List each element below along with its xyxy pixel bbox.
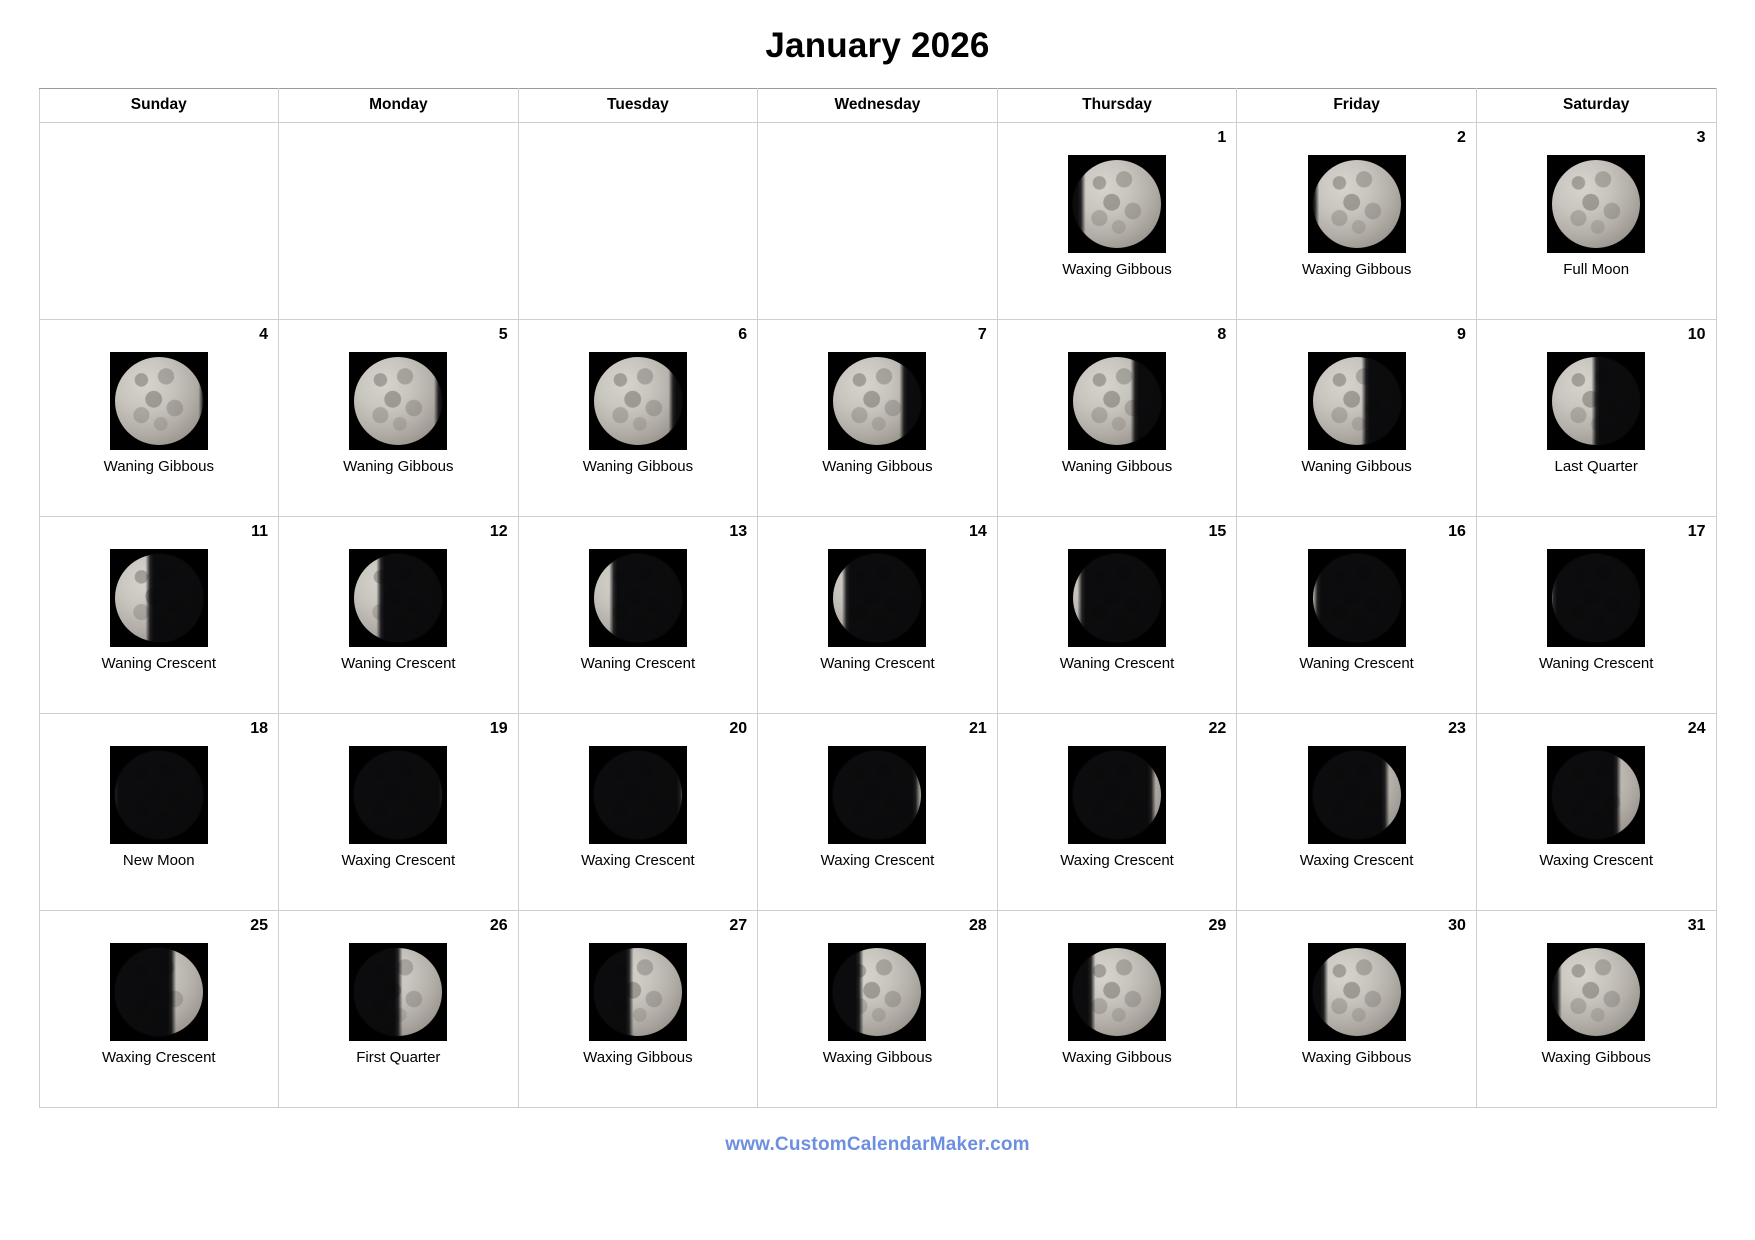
day-cell-content (519, 714, 758, 910)
moon-phase-icon (1308, 352, 1406, 450)
moon-disc (115, 554, 203, 642)
moon-phase-icon (589, 746, 687, 844)
calendar-day-cell[interactable] (1476, 320, 1716, 517)
calendar-empty-cell (39, 123, 279, 320)
calendar-day-cell[interactable] (1476, 911, 1716, 1108)
moon-phase-label: Waning Crescent (341, 655, 456, 672)
calendar-day-cell[interactable] (279, 517, 519, 714)
moon-disc (594, 751, 682, 839)
weekday-header-friday: Friday (1237, 89, 1477, 123)
page-title: January 2026 (765, 26, 990, 65)
day-cell-content (1237, 714, 1476, 910)
moon-phase-icon (1068, 746, 1166, 844)
calendar-day-cell[interactable] (758, 320, 998, 517)
day-cell-content (758, 517, 997, 713)
moon-phase-label: Waxing Crescent (581, 852, 695, 869)
moon-phase-label: First Quarter (356, 1049, 441, 1066)
weekday-header-tuesday: Tuesday (518, 89, 758, 123)
calendar-day-cell[interactable] (1237, 123, 1477, 320)
moon-phase-icon (110, 549, 208, 647)
day-cell-content (758, 911, 997, 1107)
day-cell-content (758, 320, 997, 516)
moon-phase-icon (1068, 549, 1166, 647)
moon-disc (1313, 948, 1401, 1036)
day-cell-content (998, 714, 1237, 910)
day-number: 24 (1687, 720, 1706, 737)
day-cell-content (40, 517, 279, 713)
moon-disc (115, 357, 203, 445)
moon-disc (1073, 357, 1161, 445)
moon-disc (594, 357, 682, 445)
weekday-header-wednesday: Wednesday (758, 89, 998, 123)
weekday-header-sunday: Sunday (39, 89, 279, 123)
moon-phase-icon (1308, 746, 1406, 844)
moon-phase-label: Waxing Gibbous (1062, 1049, 1172, 1066)
day-number: 15 (1208, 523, 1227, 540)
day-cell-content (758, 714, 997, 910)
calendar-day-cell[interactable] (1476, 123, 1716, 320)
day-cell-content (279, 320, 518, 516)
moon-phase-icon (1547, 352, 1645, 450)
moon-phase-icon (828, 549, 926, 647)
moon-phase-label: Waxing Crescent (1299, 852, 1414, 869)
moon-disc (833, 357, 921, 445)
day-cell-content (998, 911, 1237, 1107)
moon-phase-label: New Moon (122, 852, 195, 869)
day-number: 13 (729, 523, 748, 540)
moon-phase-icon (349, 746, 447, 844)
moon-disc (354, 554, 442, 642)
moon-phase-label: Waning Crescent (101, 655, 217, 672)
moon-phase-label: Waxing Crescent (341, 852, 456, 869)
day-cell-content (998, 517, 1237, 713)
moon-disc (594, 554, 682, 642)
day-cell-content (279, 911, 518, 1107)
moon-phase-icon (828, 746, 926, 844)
moon-disc (1313, 554, 1401, 642)
calendar-day-cell[interactable] (39, 517, 279, 714)
moon-phase-label: Last Quarter (1554, 458, 1638, 475)
day-number: 12 (489, 523, 508, 540)
moon-phase-icon (589, 352, 687, 450)
calendar-day-cell[interactable] (1237, 911, 1477, 1108)
moon-phase-label: Waning Gibbous (343, 458, 454, 475)
day-number: 5 (498, 326, 508, 343)
moon-disc (115, 948, 203, 1036)
moon-phase-label: Waning Crescent (580, 655, 696, 672)
day-cell-content (758, 123, 997, 319)
day-number: 20 (729, 720, 748, 737)
moon-phase-label: Waning Gibbous (582, 458, 694, 475)
calendar-container (39, 88, 1717, 1108)
calendar-day-cell[interactable] (997, 714, 1237, 911)
moon-disc (354, 357, 442, 445)
calendar-day-cell[interactable] (1237, 320, 1477, 517)
day-cell-content (1237, 911, 1476, 1107)
weekday-header-thursday: Thursday (997, 89, 1237, 123)
moon-phase-calendar (39, 88, 1717, 1108)
moon-phase-icon (1547, 549, 1645, 647)
moon-phase-label: Waxing Gibbous (1062, 261, 1172, 278)
moon-phase-icon (589, 943, 687, 1041)
day-cell-content (998, 123, 1237, 319)
day-number: 21 (968, 720, 987, 737)
day-number: 8 (1217, 326, 1227, 343)
calendar-day-cell[interactable] (518, 911, 758, 1108)
calendar-week-row (39, 517, 1716, 714)
calendar-empty-cell (279, 123, 519, 320)
calendar-day-cell[interactable] (758, 911, 998, 1108)
moon-phase-icon (828, 943, 926, 1041)
day-cell-content (1477, 320, 1716, 516)
moon-phase-label: Waxing Gibbous (822, 1049, 933, 1066)
day-number: 26 (489, 917, 508, 934)
day-cell-content (40, 123, 279, 319)
moon-phase-label: Waxing Gibbous (1301, 261, 1412, 278)
moon-disc (354, 751, 442, 839)
calendar-day-cell[interactable] (997, 517, 1237, 714)
calendar-week-row (39, 714, 1716, 911)
moon-disc (594, 948, 682, 1036)
calendar-day-cell[interactable] (518, 320, 758, 517)
moon-phase-icon (110, 943, 208, 1041)
day-number: 17 (1687, 523, 1706, 540)
moon-phase-label: Waning Gibbous (103, 458, 214, 475)
moon-phase-icon (1308, 549, 1406, 647)
moon-disc (1073, 554, 1161, 642)
moon-phase-label: Waning Crescent (1059, 655, 1175, 672)
calendar-empty-cell (758, 123, 998, 320)
day-number: 2 (1456, 129, 1466, 146)
day-cell-content (1477, 123, 1716, 319)
day-cell-content (279, 123, 518, 319)
day-number: 18 (250, 720, 269, 737)
moon-phase-label: Waxing Gibbous (583, 1049, 693, 1066)
moon-phase-label: Waning Crescent (1299, 655, 1414, 672)
moon-disc (1313, 357, 1401, 445)
day-cell-content (40, 714, 279, 910)
moon-disc (833, 948, 921, 1036)
calendar-day-cell[interactable] (758, 517, 998, 714)
moon-phase-label: Waning Gibbous (822, 458, 933, 475)
calendar-day-cell[interactable] (39, 714, 279, 911)
moon-phase-icon (349, 549, 447, 647)
moon-phase-label: Waning Crescent (820, 655, 935, 672)
calendar-day-cell[interactable] (997, 911, 1237, 1108)
calendar-day-cell[interactable] (1237, 714, 1477, 911)
moon-disc (115, 751, 203, 839)
calendar-day-cell[interactable] (997, 123, 1237, 320)
calendar-day-cell[interactable] (39, 911, 279, 1108)
moon-phase-icon (1308, 943, 1406, 1041)
day-number: 25 (250, 917, 269, 934)
site-credit[interactable] (0, 1134, 1755, 1156)
day-cell-content (1237, 123, 1476, 319)
moon-disc (1552, 948, 1640, 1036)
moon-phase-icon (1547, 155, 1645, 253)
calendar-day-cell[interactable] (758, 714, 998, 911)
moon-phase-label: Waxing Crescent (1539, 852, 1654, 869)
moon-disc (1073, 948, 1161, 1036)
calendar-day-cell[interactable] (39, 320, 279, 517)
moon-phase-icon (110, 352, 208, 450)
day-cell-content (1237, 320, 1476, 516)
weekday-header-row (39, 89, 1716, 123)
day-number: 11 (251, 523, 269, 540)
moon-disc (1073, 160, 1161, 248)
moon-disc (1552, 554, 1640, 642)
day-number: 3 (1696, 129, 1706, 146)
moon-phase-icon (1068, 943, 1166, 1041)
day-number: 30 (1448, 917, 1466, 934)
moon-phase-icon (1547, 943, 1645, 1041)
moon-disc (1313, 751, 1401, 839)
calendar-day-cell[interactable] (279, 714, 519, 911)
moon-phase-label: Waning Gibbous (1301, 458, 1412, 475)
day-number: 29 (1208, 917, 1227, 934)
moon-disc (833, 751, 921, 839)
calendar-week-row (39, 320, 1716, 517)
day-cell-content (1477, 911, 1716, 1107)
day-number: 14 (968, 523, 987, 540)
moon-phase-label: Waxing Crescent (1060, 852, 1174, 869)
calendar-day-cell[interactable] (1476, 517, 1716, 714)
moon-disc (1552, 160, 1640, 248)
day-cell-content (519, 123, 758, 319)
day-cell-content (998, 320, 1237, 516)
day-number: 10 (1687, 326, 1706, 343)
moon-disc (1552, 751, 1640, 839)
moon-disc (1073, 751, 1161, 839)
day-number: 16 (1448, 523, 1466, 540)
site-credit-label: www.CustomCalendarMaker.com (725, 1134, 1030, 1155)
moon-phase-icon (828, 352, 926, 450)
moon-disc (833, 554, 921, 642)
moon-phase-icon (589, 549, 687, 647)
day-number: 9 (1456, 326, 1466, 343)
calendar-day-cell[interactable] (997, 320, 1237, 517)
moon-phase-label: Full Moon (1563, 261, 1630, 278)
moon-phase-icon (1068, 155, 1166, 253)
day-number: 4 (259, 326, 269, 343)
moon-phase-label: Waxing Gibbous (1301, 1049, 1412, 1066)
moon-phase-label: Waxing Crescent (101, 1049, 216, 1066)
day-number: 7 (977, 326, 987, 343)
day-cell-content (519, 911, 758, 1107)
day-number: 1 (1217, 129, 1227, 146)
weekday-header-monday: Monday (279, 89, 519, 123)
day-cell-content (1477, 517, 1716, 713)
day-cell-content (519, 517, 758, 713)
day-number: 31 (1687, 917, 1706, 934)
moon-phase-icon (1547, 746, 1645, 844)
moon-phase-icon (349, 352, 447, 450)
day-cell-content (1477, 714, 1716, 910)
moon-phase-label: Waxing Gibbous (1541, 1049, 1651, 1066)
day-number: 28 (968, 917, 987, 934)
calendar-header (39, 89, 1716, 123)
moon-disc (1552, 357, 1640, 445)
weekday-header-saturday: Saturday (1476, 89, 1716, 123)
day-number: 23 (1448, 720, 1466, 737)
calendar-day-cell[interactable] (1237, 517, 1477, 714)
moon-disc (354, 948, 442, 1036)
day-cell-content (40, 911, 279, 1107)
moon-disc (1313, 160, 1401, 248)
day-cell-content (279, 714, 518, 910)
calendar-day-cell[interactable] (279, 911, 519, 1108)
moon-phase-icon (1068, 352, 1166, 450)
day-cell-content (279, 517, 518, 713)
day-number: 6 (738, 326, 748, 343)
calendar-day-cell[interactable] (518, 714, 758, 911)
moon-phase-icon (349, 943, 447, 1041)
day-number: 22 (1208, 720, 1227, 737)
day-cell-content (519, 320, 758, 516)
calendar-empty-cell (518, 123, 758, 320)
moon-phase-label: Waning Gibbous (1061, 458, 1173, 475)
day-number: 19 (489, 720, 508, 737)
calendar-body (39, 123, 1716, 1108)
calendar-day-cell[interactable] (518, 517, 758, 714)
day-cell-content (40, 320, 279, 516)
moon-phase-icon (110, 746, 208, 844)
calendar-week-row (39, 123, 1716, 320)
moon-phase-label: Waxing Crescent (820, 852, 935, 869)
day-number: 27 (729, 917, 748, 934)
moon-phase-icon (1308, 155, 1406, 253)
day-cell-content (1237, 517, 1476, 713)
calendar-day-cell[interactable] (279, 320, 519, 517)
calendar-week-row (39, 911, 1716, 1108)
moon-phase-label: Waning Crescent (1538, 655, 1654, 672)
calendar-day-cell[interactable] (1476, 714, 1716, 911)
